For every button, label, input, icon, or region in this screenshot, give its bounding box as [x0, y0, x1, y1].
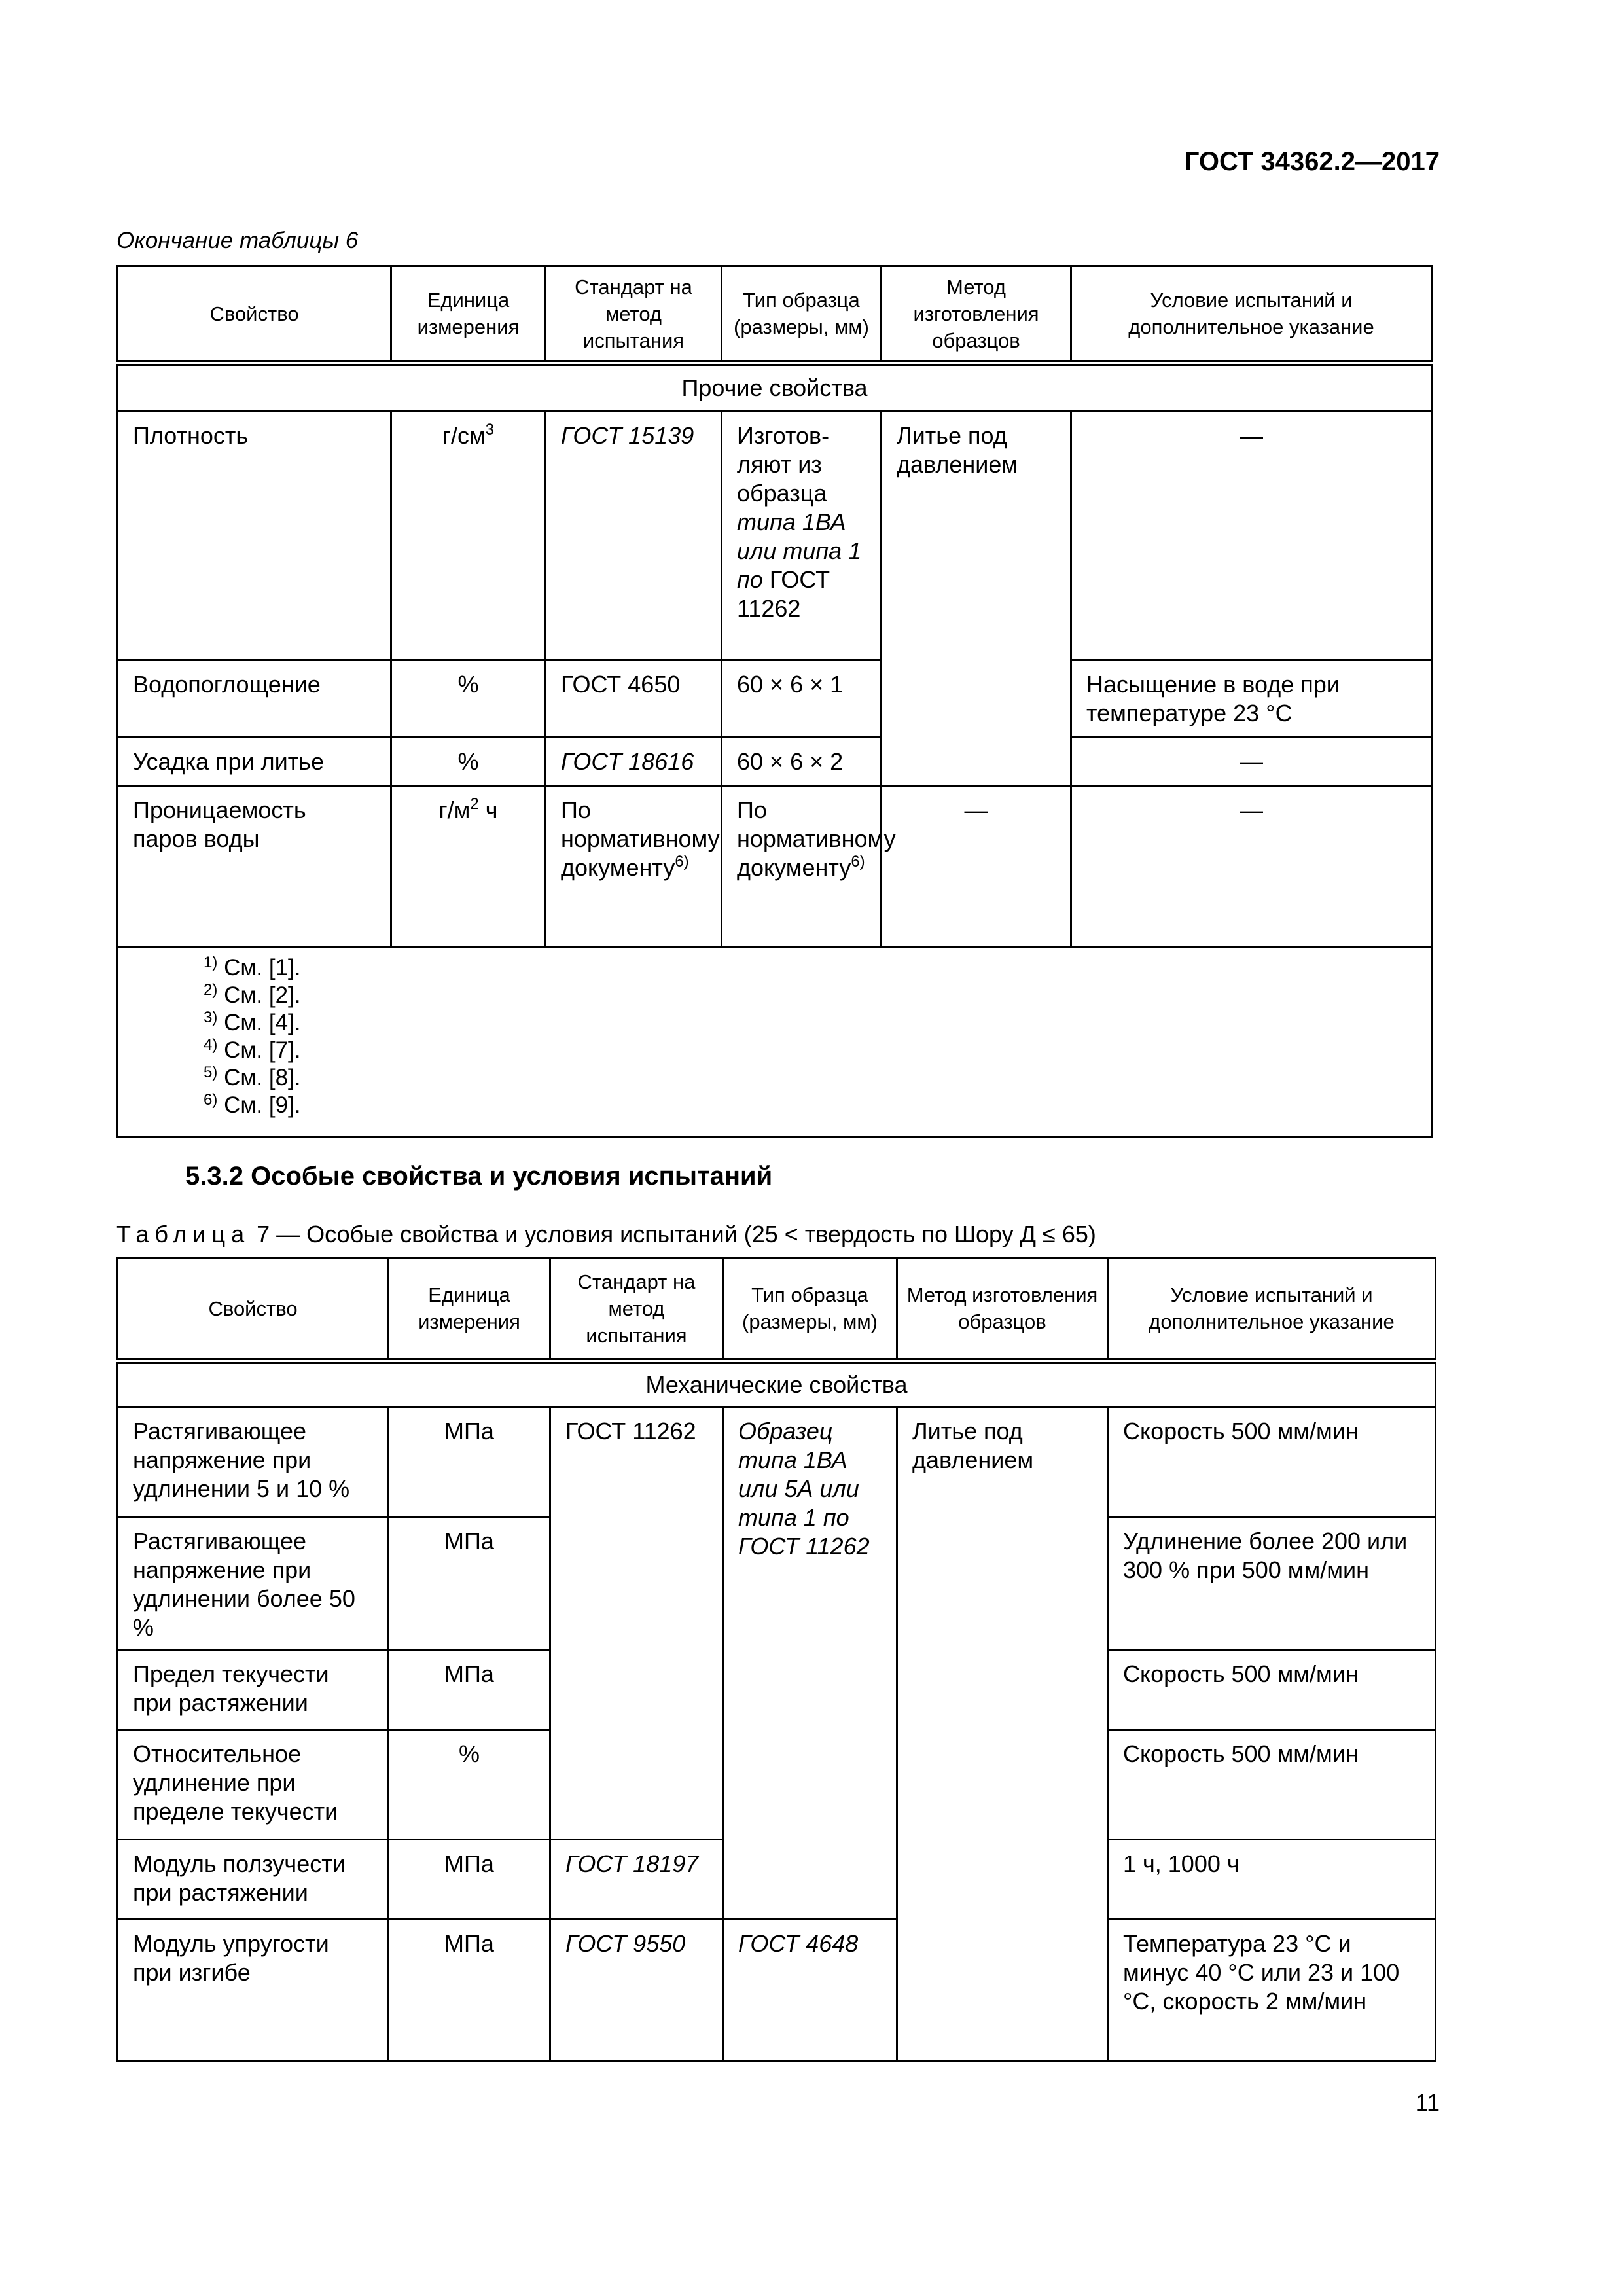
table-row: [118, 786, 1432, 947]
section-heading-5-3-2: 5.3.2 Особые свойства и условия испытаний: [185, 1162, 773, 1191]
table6-col-standard: Стандарт на метод испытания: [546, 266, 722, 363]
unit-cell: МПа: [389, 1920, 550, 2061]
table6-caption: Окончание таблицы 6: [116, 228, 359, 253]
table7-section-row: [118, 1361, 1436, 1407]
table7-col-unit: Единица измерения: [389, 1258, 550, 1361]
standard-cell: ГОСТ 15139: [546, 412, 722, 660]
standard-cell: ГОСТ 18197: [550, 1840, 723, 1920]
footnote: $^{2)}$ См. [2].: [204, 981, 301, 1008]
page-number: 11: [1415, 2089, 1440, 2116]
table7-col-standard: Стандарт на метод испытания: [550, 1258, 723, 1361]
condition-cell: —: [1071, 738, 1432, 786]
condition-cell: Скорость 500 мм/мин: [1108, 1650, 1436, 1730]
table-row: [118, 660, 1432, 738]
property-cell: Относительное удлинение при пределе текучести: [118, 1730, 389, 1840]
specimen-cell: ГОСТ 4648: [723, 1920, 897, 2061]
method-cell: Литье под давлением: [882, 412, 1071, 786]
property-cell: Модуль ползучести при растяжении: [118, 1840, 389, 1920]
method-cell: —: [882, 786, 1071, 947]
specimen-cell: 60 × 6 × 1: [722, 660, 882, 738]
specimen-cell: По нормативному документу$^{6)}$: [722, 786, 882, 947]
unit-cell: МПа: [389, 1840, 550, 1920]
table7-col-condition: Условие испытаний и дополнительное указание: [1108, 1258, 1436, 1361]
standard-cell: ГОСТ 11262: [550, 1407, 723, 1840]
property-cell: Растягивающее напряжение при удлинении более 50 %: [118, 1517, 389, 1650]
condition-cell: —: [1071, 786, 1432, 947]
property-cell: Проницаемость паров воды: [118, 786, 391, 947]
table6-footnotes: [118, 947, 1432, 1137]
footnote: $^{3)}$ См. [4].: [204, 1009, 301, 1035]
condition-cell: Скорость 500 мм/мин: [1108, 1730, 1436, 1840]
property-cell: Предел текучести при растяжении: [118, 1650, 389, 1730]
condition-cell: Удлинение более 200 или 300 % при 500 мм/мин: [1108, 1517, 1436, 1650]
unit-cell: %: [391, 738, 546, 786]
condition-cell: Насыщение в воде при температуре 23 °С: [1071, 660, 1432, 738]
unit-cell: МПа: [389, 1650, 550, 1730]
unit-cell: %: [389, 1730, 550, 1840]
table6-section-row: [118, 363, 1432, 412]
table6-col-condition: Условие испытаний и дополнительное указание: [1071, 266, 1432, 363]
table6-col-method: Метод изготовления образцов: [882, 266, 1071, 363]
table7-col-property: Свойство: [118, 1258, 389, 1361]
property-cell: Плотность: [118, 412, 391, 660]
table7-section-title: Механические свойства: [118, 1361, 1436, 1407]
table-row: [118, 412, 1432, 660]
standard-cell: ГОСТ 4650: [546, 660, 722, 738]
condition-cell: Скорость 500 мм/мин: [1108, 1407, 1436, 1517]
standard-cell: ГОСТ 9550: [550, 1920, 723, 2061]
unit-cell: МПа: [389, 1407, 550, 1517]
property-cell: Усадка при литье: [118, 738, 391, 786]
footnote: $^{6)}$ См. [9].: [204, 1091, 301, 1118]
footnote: $^{1)}$ См. [1].: [204, 954, 301, 980]
unit-cell: $г/м^2$ ч: [391, 786, 546, 947]
footnote: $^{4)}$ См. [7].: [204, 1036, 301, 1063]
standard-cell: ГОСТ 18616: [546, 738, 722, 786]
table6-col-property: Свойство: [118, 266, 391, 363]
standard-cell: По нормативному документу$^{6)}$: [546, 786, 722, 947]
table-row: [118, 738, 1432, 786]
condition-cell: —: [1071, 412, 1432, 660]
table7-col-specimen: Тип образца (размеры, мм): [723, 1258, 897, 1361]
specimen-cell: Изготов-ляют из образца типа 1ВА или типа 1 по ГОСТ 11262: [722, 412, 882, 660]
footnote: $^{5)}$ См. [8].: [204, 1064, 301, 1090]
property-cell: Водопоглощение: [118, 660, 391, 738]
table7-header-row: [118, 1258, 1436, 1361]
document-code: ГОСТ 34362.2—2017: [1184, 147, 1440, 176]
unit-cell: $г/см^3$: [391, 412, 546, 660]
condition-cell: 1 ч, 1000 ч: [1108, 1840, 1436, 1920]
specimen-cell: 60 × 6 × 2: [722, 738, 882, 786]
unit-cell: МПа: [389, 1517, 550, 1650]
table7-col-method: Метод изготовления образцов: [897, 1258, 1108, 1361]
table6-section-title: Прочие свойства: [118, 363, 1432, 412]
table-row: [118, 1407, 1436, 1517]
condition-cell: Температура 23 °С и минус 40 °С или 23 и 100 °С, скорость 2 мм/мин: [1108, 1920, 1436, 2061]
property-cell: Модуль упругости при изгибе: [118, 1920, 389, 2061]
table6-col-specimen: Тип образца (размеры, мм): [722, 266, 882, 363]
method-cell: Литье под давлением: [897, 1407, 1108, 2061]
table-row: [118, 1920, 1436, 2061]
table6-header-row: [118, 266, 1432, 363]
table7-caption: Таблица 7 — Особые свойства и условия испытаний (25 < твердость по Шору Д ≤ 65): [116, 1221, 1096, 1247]
table-7: [116, 1257, 1436, 2062]
table6-col-unit: Единица измерения: [391, 266, 546, 363]
specimen-cell: Образец типа 1ВА или 5А или типа 1 по ГОСТ 11262: [723, 1407, 897, 1920]
unit-cell: %: [391, 660, 546, 738]
table6-footnotes-row: [118, 947, 1432, 1137]
table-6: [116, 265, 1433, 1138]
property-cell: Растягивающее напряжение при удлинении 5 и 10 %: [118, 1407, 389, 1517]
